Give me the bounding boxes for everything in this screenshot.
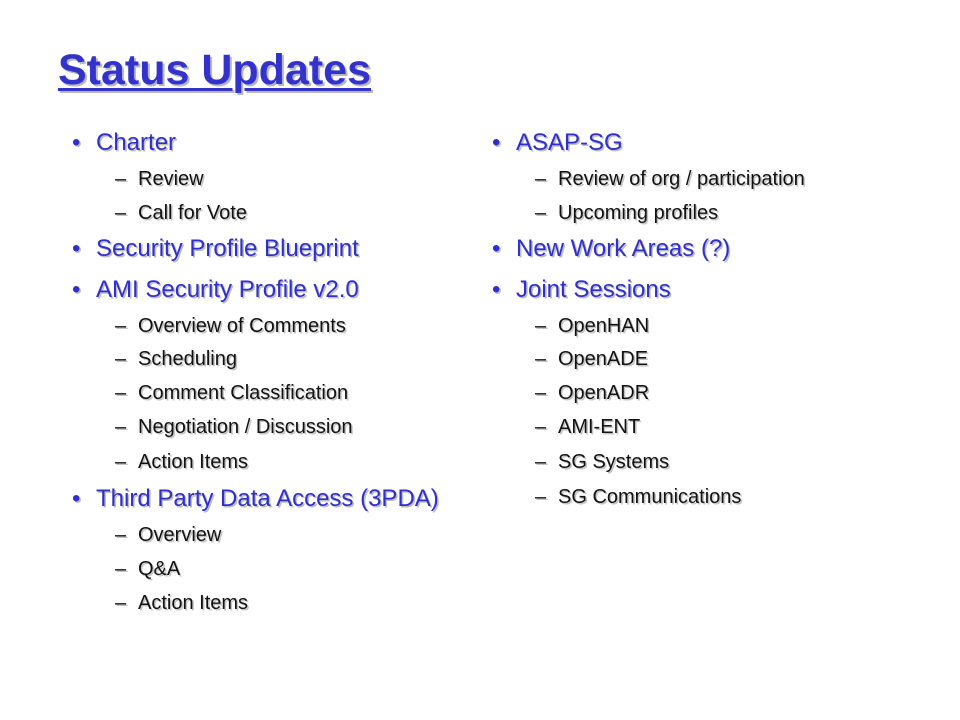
dash-icon: – [535, 382, 547, 404]
bullet-text: Charter [96, 129, 177, 156]
bullet-item [492, 276, 671, 304]
sub-bullet-text: Q&A [138, 558, 181, 580]
sub-bullet-text: Action Items [138, 592, 249, 614]
sub-bullet-item [535, 167, 805, 191]
sub-bullet-text: Overview [138, 524, 222, 546]
bullet-icon: • [492, 276, 501, 303]
bullet-text: Joint Sessions [516, 276, 671, 303]
sub-bullet-text: Comment Classification [138, 382, 349, 404]
sub-bullet-item [535, 381, 649, 405]
bullet-icon: • [72, 485, 81, 512]
sub-bullet-item [535, 347, 648, 371]
sub-bullet-text: OpenADE [558, 348, 649, 370]
sub-bullet-text: Upcoming profiles [558, 202, 719, 224]
sub-bullet-item [535, 450, 669, 474]
sub-bullet-item [535, 201, 718, 225]
dash-icon: – [535, 202, 547, 224]
sub-bullet-text: Review [138, 168, 204, 190]
dash-icon: – [115, 416, 127, 438]
sub-bullet-text: Negotiation / Discussion [138, 416, 353, 438]
sub-bullet-text: AMI-ENT [558, 416, 641, 438]
sub-bullet-text: OpenADR [558, 382, 650, 404]
dash-icon: – [115, 451, 127, 473]
bullet-text: Third Party Data Access (3PDA) [96, 485, 439, 512]
sub-bullet-text: SG Communications [558, 486, 742, 508]
bullet-icon: • [72, 129, 81, 156]
sub-bullet-item [535, 314, 649, 338]
bullet-item [492, 235, 730, 263]
dash-icon: – [115, 315, 127, 337]
dash-icon: – [535, 348, 547, 370]
sub-bullet-text: Review of org / participation [558, 168, 805, 190]
dash-icon: – [115, 592, 127, 614]
dash-icon: – [115, 382, 127, 404]
dash-icon: – [115, 168, 127, 190]
sub-bullet-text: OpenHAN [558, 315, 650, 337]
dash-icon: – [535, 315, 547, 337]
dash-icon: – [115, 202, 127, 224]
bullet-text: Security Profile Blueprint [96, 235, 359, 262]
dash-icon: – [115, 348, 127, 370]
sub-bullet-text: Call for Vote [138, 202, 247, 224]
sub-bullet-item [535, 485, 741, 509]
slide-title: Status Updates [58, 46, 372, 94]
dash-icon: – [535, 416, 547, 438]
bullet-item [492, 129, 623, 157]
dash-icon: – [115, 524, 127, 546]
bullet-icon: • [72, 235, 81, 262]
sub-bullet-text: Action Items [138, 451, 249, 473]
bullet-icon: • [492, 129, 501, 156]
dash-icon: – [535, 451, 547, 473]
sub-bullet-text: SG Systems [558, 451, 670, 473]
bullet-text: AMI Security Profile v2.0 [96, 276, 359, 303]
bullet-icon: • [72, 276, 81, 303]
sub-bullet-item [535, 415, 640, 439]
bullet-text: ASAP-SG [516, 129, 623, 156]
bullet-icon: • [492, 235, 501, 262]
bullet-text: New Work Areas (?) [516, 235, 731, 262]
sub-bullet-text: Overview of Comments [138, 315, 346, 337]
sub-bullet-text: Scheduling [138, 348, 237, 370]
dash-icon: – [115, 558, 127, 580]
dash-icon: – [535, 168, 547, 190]
dash-icon: – [535, 486, 547, 508]
